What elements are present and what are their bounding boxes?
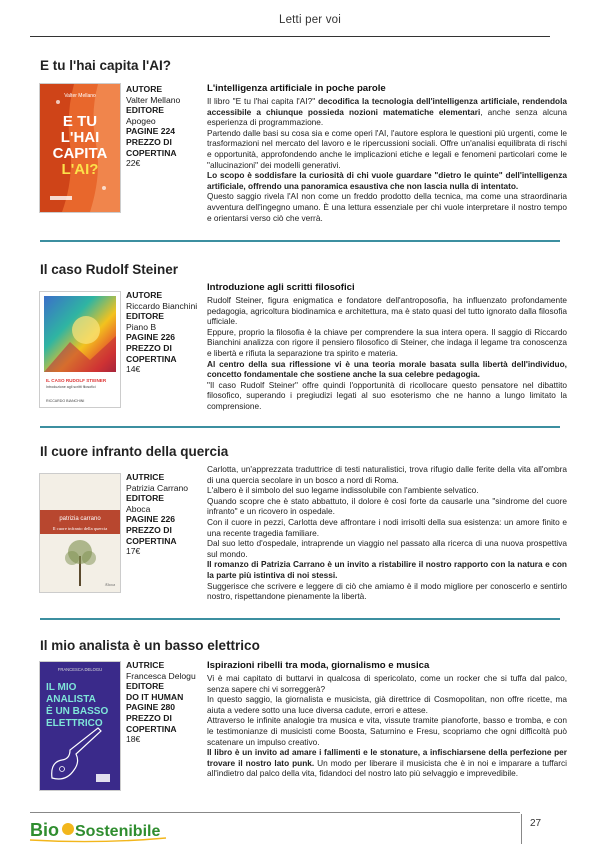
book-cover — [40, 662, 120, 790]
cover-steiner-painting — [40, 292, 120, 407]
svg-text:L'HAI: L'HAI — [60, 129, 100, 146]
cover-oak-tree — [40, 474, 120, 592]
paragraph: Carlotta, un'apprezzata traduttrice di testi naturalistici, trova rifugio dalle ferite della vita all'ombra di una quercia secolare in un bosco a nord di Roma. — [207, 464, 567, 485]
cover-ai-illustration — [40, 84, 120, 212]
paragraph: Eppure, proprio la filosofia è la chiave per comprendere la sua intera opera. Il saggio di Riccardo Bianchini analizza con rigore il pensiero filosofico di Steiner, che indaga il legame tra conoscenza e libertà e rifiuta la separazione tra spirito e materia. — [207, 326, 567, 358]
book-review-1 — [30, 58, 570, 248]
book-metadata: AUTRICE Francesca Delogu EDITORE DO IT HUMAN PAGINE 280 PREZZO DI COPERTINA 18€ — [126, 660, 196, 745]
cover-bass-guitar — [40, 662, 120, 790]
book-metadata: AUTORE Riccardo Bianchini EDITORE Piano B PAGINE 226 PREZZO DI COPERTINA 14€ — [126, 290, 198, 375]
svg-text:Valter Mellano: Valter Mellano — [64, 93, 96, 99]
paragraph: Con il cuore in pezzi, Carlotta deve affrontare i nodi irrisolti della sua esistenza: un amore finito e una recente tragedia familiare. — [207, 516, 567, 538]
section-title: Letti per voi — [278, 14, 342, 26]
page-number: 27 — [530, 818, 542, 829]
book-description — [207, 660, 567, 779]
book-description — [207, 282, 567, 412]
paragraph: Questo saggio rivela l'AI non come un freddo prodotto della tecnica, ma come una straordinaria avventura dell'ingegno umano. È una lettura essenziale per chi vuole interpretare il nostro tempo e orientarsi verso ciò che verrà. — [207, 191, 567, 223]
paragraph: Attraverso le infinite analogie tra musica e vita, vissute tramite pianoforte, basso e tromba, e con le testimonianze di musicisti come Boosta, Saturnino e Fresu, scopriamo che ogni difficoltà può scatenare un impulso creativo. — [207, 715, 567, 747]
book-subtitle: L'intelligenza artificiale in poche parole — [207, 83, 386, 94]
svg-text:patrizia carrano: patrizia carrano — [59, 516, 101, 522]
svg-text:FRANCESCA DELOGU: FRANCESCA DELOGU — [57, 667, 103, 672]
book-description — [207, 83, 567, 223]
paragraph: "Il caso Rudolf Steiner" offre quindi l'opportunità di ricollocare questo pensatore nel dibattito filosofico, superando i pregiudizi legati al suo esoterismo che ne hanno a lungo limitato la comprensione. — [207, 379, 567, 411]
book-cover — [40, 292, 120, 407]
book-title: Il caso Rudolf Steiner — [40, 262, 179, 277]
book-review-2 — [30, 262, 570, 432]
publisher-logo: Aboca — [104, 582, 116, 587]
book-review-4 — [30, 638, 570, 808]
svg-text:L'AI?: L'AI? — [61, 161, 99, 178]
book-subtitle: Ispirazioni ribelli tra moda, giornalismo e musica — [207, 660, 430, 671]
paragraph: Al centro della sua riflessione vi è una teoria morale basata sulla libertà dell'individuo, concetto fondamentale che sostiene anche la sua celebre pedagogia. — [207, 358, 567, 380]
paragraph: L'albero è il simbolo del suo legame indissolubile con l'ambiente selvatico. — [207, 485, 479, 496]
svg-text:Sostenibile: Sostenibile — [75, 823, 161, 840]
header-rule — [30, 36, 550, 37]
svg-text:Introduzione agli scritti filo: Introduzione agli scritti filosofici — [46, 385, 96, 389]
svg-text:RICCARDO BIANCHINI: RICCARDO BIANCHINI — [46, 399, 85, 403]
biosostenibile-logo — [28, 814, 168, 844]
book-metadata: AUTRICE Patrizia Carrano EDITORE Aboca PAGINE 226 PREZZO DI COPERTINA 17€ — [126, 472, 189, 557]
book-title: Il mio analista è un basso elettrico — [40, 638, 260, 653]
paragraph: Quando scopre che è stato abbattuto, il dolore è così forte da causarle una "sindrome del cuore infranto" e un ricovero in ospedale. — [207, 495, 567, 517]
footer-rule — [30, 812, 520, 813]
section-divider — [40, 426, 560, 428]
svg-text:E TU: E TU — [62, 113, 98, 130]
book-review-3 — [30, 444, 570, 624]
page-header — [30, 14, 590, 26]
paragraph: In questo saggio, la giornalista e musicista, già direttrice di Cosmopolitan, non offre ricette, ma aiuta a vedere sotto una luce diversa cadute, errori e attese. — [207, 694, 567, 715]
paragraph: Dal suo letto d'ospedale, intraprende un viaggio nel passato alla ricerca di una nuova prospettiva sul mondo. — [207, 538, 567, 559]
svg-text:ELETTRICO: ELETTRICO — [46, 718, 103, 729]
logo-graphic — [28, 814, 168, 844]
svg-text:IL MIO: IL MIO — [46, 682, 77, 693]
paragraph: Il libro è un invito ad amare i fallimenti e le stonature, a infischiarsene della perfezione per trovare il nostro lato punk. Un modo per liberare il musicista che è in noi e imparare a tuffarci all'indietro dal palco della vita, fidandoci del nostro lato più selvaggio e imprevedibile. — [207, 747, 567, 779]
svg-text:CAPITA: CAPITA — [52, 145, 108, 162]
paragraph: Vi è mai capitato di buttarvi in qualcosa di spericolato, come un rocker che si tuffa dal palco, senza sapere chi vi sorreggerà? — [207, 673, 567, 694]
paragraph: Partendo dalle basi su cosa sia e come operi l'AI, l'autore esplora le questioni più urgenti, come le trasformazioni nel mercato del lavoro e le ripercussioni sociali. Offre un'analisi equilibrata di rischi e opportunità, approfondendo anche le implicazioni etiche e legali e fenomeni particolari come le "allucinazioni" dei modelli generativi. — [207, 127, 567, 170]
svg-text:È UN BASSO: È UN BASSO — [46, 706, 109, 717]
paragraph: Lo scopo è soddisfare la curiosità di chi vuole guardare "dietro le quinte" dell'intelligenza artificiale, offrendo una panoramica esaustiva che non lascia nulla di intentato. — [207, 170, 567, 191]
svg-text:Bio: Bio — [30, 820, 59, 840]
paragraph: Il romanzo di Patrizia Carrano è un invito a ristabilire il nostro rapporto con la natura e con la parte più istintiva di noi stessi. — [207, 559, 567, 580]
book-description — [207, 464, 567, 602]
book-cover — [40, 474, 120, 592]
paragraph: Il libro "E tu l'hai capita l'AI?" decodifica la tecnologia dell'intelligenza artificiale, rendendola accessibile a chiunque possieda nozioni matematiche elementari, anche senza alcuna esperienza di programmazione. — [207, 96, 568, 128]
paragraph: Rudolf Steiner, figura enigmatica e fondatore dell'antroposofia, ha influenzato profondamente pedagogia, agricoltura biodinamica e architettura, ma è stato quasi del tutto ignorato dalla filosofia ufficiale. — [207, 295, 567, 327]
svg-text:IL CASO RUDOLF STEINER: IL CASO RUDOLF STEINER — [46, 378, 107, 383]
svg-text:Il cuore infranto della querci: Il cuore infranto della quercia — [52, 526, 108, 531]
footer-separator — [521, 814, 522, 844]
book-metadata: AUTORE Valter Mellano EDITORE Apogeo PAGINE 224 PREZZO DI COPERTINA 22€ — [126, 84, 181, 169]
section-divider — [40, 240, 560, 242]
section-divider — [40, 618, 560, 620]
svg-text:ANALISTA: ANALISTA — [46, 694, 96, 705]
book-subtitle: Introduzione agli scritti filosofici — [207, 282, 355, 293]
book-title: E tu l'hai capita l'AI? — [40, 58, 171, 73]
paragraph: Suggerisce che scrivere e leggere di ciò che amiamo è il modo migliore per conoscerlo e sentirlo nostro, rispettandone pienamente la libertà. — [207, 580, 567, 602]
book-title: Il cuore infranto della quercia — [40, 444, 229, 459]
book-cover — [40, 84, 120, 212]
